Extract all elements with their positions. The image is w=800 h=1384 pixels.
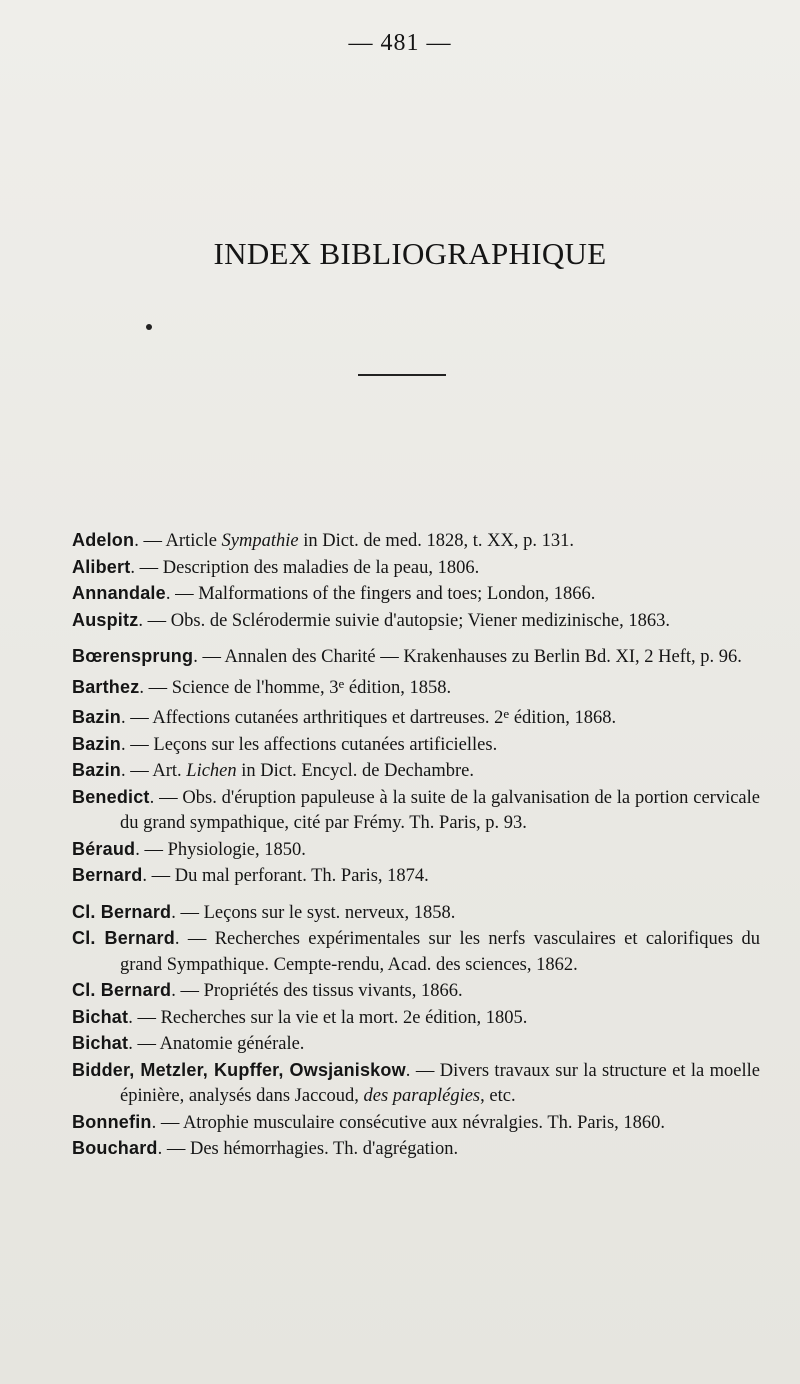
- entry-text: . — Physiologie, 1850.: [135, 839, 306, 860]
- entry-text: . — Divers travaux sur la structure et la moelle épinière, analysés dans Jaccoud,: [120, 1060, 760, 1106]
- author-name: Béraud: [72, 838, 136, 859]
- entry-text: . — Anatomie générale.: [128, 1034, 305, 1054]
- author-name: Barthez: [72, 676, 140, 697]
- entry-italic: des paraplégies: [363, 1086, 481, 1106]
- superscript: e: [503, 706, 510, 721]
- entry-text: . — Des hémorrhagies. Th. d'agrégation.: [157, 1139, 459, 1159]
- author-name: Annandale: [72, 583, 166, 603]
- author-name: Bazin: [72, 760, 122, 780]
- entry-text: . — Du mal perforant. Th. Paris, 1874.: [142, 866, 429, 886]
- entry-text: . — Recherches expérimentales sur les nerfs vasculaires et calorifiques du grand Sympathique. Cempte-rendu, Acad. des sciences, 1862.: [120, 929, 760, 975]
- entry-text: . — Art.: [121, 761, 187, 781]
- bibliography-entry: [60, 1058, 760, 1110]
- bibliography-entry: [60, 978, 760, 1005]
- author-name: Auspitz: [72, 609, 139, 630]
- bibliography-entry: [60, 837, 760, 864]
- entry-text-tail: édition, 1858.: [344, 677, 452, 698]
- entry-text-tail: , etc.: [480, 1086, 516, 1106]
- bibliography-entry: [60, 758, 760, 785]
- entry-text: . — Obs. de Sclérodermie suivie d'autopsie; Viener medizinische, 1863.: [138, 610, 670, 631]
- bibliography-entry: [60, 1110, 760, 1137]
- author-name: Bazin: [72, 707, 122, 727]
- author-name: Bernard: [72, 865, 143, 885]
- entry-text: . — Leçons sur les affections cutanées artificielles.: [121, 734, 498, 755]
- page-number: — 481 —: [348, 30, 452, 56]
- entry-text: . — Obs. d'éruption papuleuse à la suite de la galvanisation de la portion cervicale du grand sympathique, cité par Frémy. Th. Paris, p. 93.: [120, 787, 760, 833]
- author-name: Bichat: [72, 1006, 129, 1027]
- entry-italic: Lichen: [186, 761, 237, 781]
- bibliography-entry: [60, 785, 760, 837]
- entry-text: . — Article: [134, 531, 222, 551]
- bibliography-list: [60, 528, 760, 1163]
- author-name: Bouchard: [72, 1138, 158, 1158]
- bibliography-entry: [60, 671, 760, 702]
- entry-text: . — Atrophie musculaire consécutive aux névralgies. Th. Paris, 1860.: [151, 1112, 666, 1133]
- bibliography-entry: [60, 1005, 760, 1032]
- bibliography-entry: [60, 528, 760, 555]
- entry-text: . — Leçons sur le syst. nerveux, 1858.: [171, 902, 456, 923]
- entry-text: . — Annalen des Charité — Krakenhauses zu Berlin Bd. XI, 2 Heft, p. 96.: [193, 647, 742, 667]
- bibliography-entry: [60, 644, 760, 671]
- author-name: Alibert: [72, 556, 131, 577]
- author-name: Bœrensprung: [72, 646, 194, 666]
- heading-rule: [358, 374, 446, 376]
- bibliography-entry: [60, 701, 760, 732]
- ink-dot: [146, 324, 152, 330]
- author-name: Cl. Bernard: [72, 928, 175, 948]
- author-name: Bazin: [72, 733, 122, 754]
- author-name: Cl. Bernard: [72, 901, 172, 922]
- entry-text: . — Malformations of the fingers and toes; London, 1866.: [165, 584, 596, 604]
- bibliography-entry: [60, 608, 760, 635]
- entry-text-tail: in Dict. de med. 1828, t. XX, p. 131.: [298, 531, 575, 551]
- page-title: INDEX BIBLIOGRAPHIQUE: [213, 236, 607, 271]
- entry-text: . — Propriétés des tissus vivants, 1866.: [171, 981, 463, 1001]
- entry-text: . — Description des maladies de la peau, 1806.: [130, 557, 480, 578]
- author-name: Bidder, Metzler, Kupffer, Owsjaniskow: [72, 1059, 406, 1080]
- bibliography-entry: [60, 900, 760, 927]
- bibliography-entry: [60, 863, 760, 890]
- author-name: Cl. Bernard: [72, 980, 172, 1000]
- bibliography-entry: [60, 732, 760, 759]
- bibliography-entry: [60, 1136, 760, 1163]
- entry-text: . — Recherches sur la vie et la mort. 2e édition, 1805.: [128, 1007, 528, 1028]
- bibliography-entry: [60, 581, 760, 608]
- entry-text: . — Affections cutanées arthritiques et dartreuses. 2: [121, 708, 504, 728]
- author-name: Bichat: [72, 1033, 129, 1053]
- entry-text-tail: édition, 1868.: [509, 708, 617, 728]
- bibliography-entry: [60, 1031, 760, 1058]
- bibliography-entry: [60, 555, 760, 582]
- author-name: Benedict: [72, 786, 150, 807]
- entry-text-tail: in Dict. Encycl. de Dechambre.: [236, 761, 474, 781]
- entry-text: . — Science de l'homme, 3: [139, 677, 339, 698]
- author-name: Adelon: [72, 530, 135, 550]
- bibliography-entry: [60, 926, 760, 978]
- entry-italic: Sympathie: [221, 531, 299, 551]
- superscript: e: [338, 675, 345, 691]
- author-name: Bonnefin: [72, 1111, 152, 1132]
